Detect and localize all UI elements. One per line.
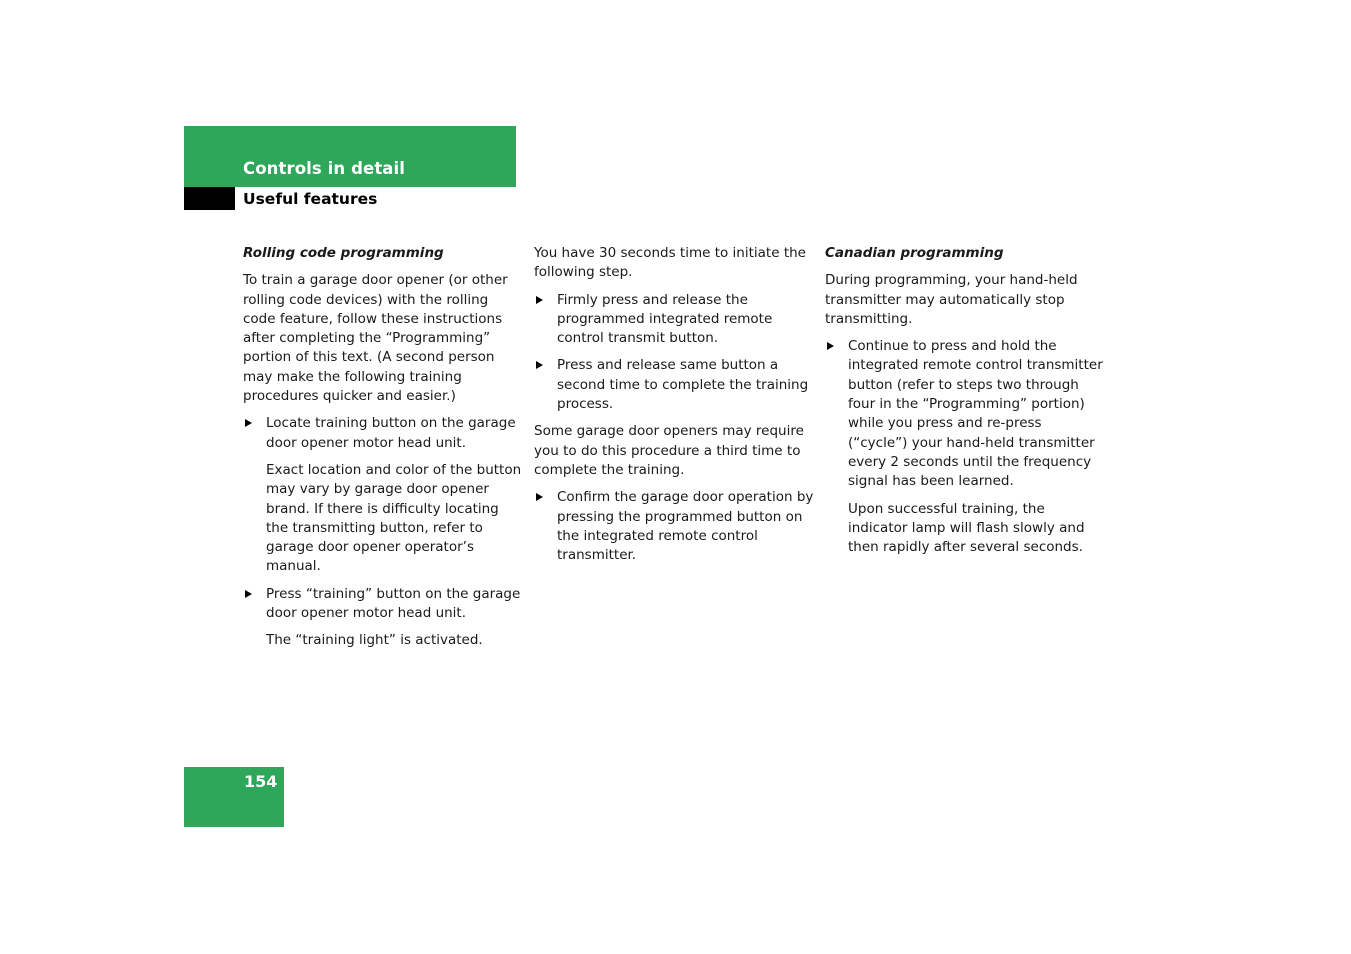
- step-text: Confirm the garage door operation by pressing the programmed button on the integrated remote control transmitter.: [557, 489, 814, 564]
- instruction-step: [534, 488, 814, 565]
- triangle-right-icon: [827, 342, 834, 350]
- step-text: Locate training button on the garage door opener motor head unit.: [266, 415, 516, 451]
- step-note: Exact location and color of the button may vary by garage door opener brand. If there is difficulty locating the transmitting button, refer to garage door opener operator’s manual.: [266, 461, 522, 575]
- paragraph: You have 30 seconds time to initiate the following step.: [534, 245, 806, 281]
- paragraph: To train a garage door opener (or other rolling code devices) with the rolling code feature, follow these instructions after completing the “Programming” portion of this text. (A second person may make the following training procedures quicker and easier.): [243, 272, 508, 405]
- subsection-title: Useful features: [243, 190, 378, 208]
- column-middle: [534, 244, 814, 573]
- triangle-right-icon: [245, 419, 252, 427]
- instruction-step: [534, 356, 814, 414]
- triangle-right-icon: [536, 361, 543, 369]
- instruction-step: [825, 337, 1105, 491]
- section-title: Controls in detail: [243, 159, 406, 178]
- step-note: The “training light” is activated.: [266, 632, 483, 649]
- paragraph: Some garage door openers may require you to do this procedure a third time to complete the training.: [534, 423, 804, 478]
- triangle-right-icon: [536, 493, 543, 501]
- instruction-step: [243, 414, 523, 453]
- step-text: Continue to press and hold the integrated remote control transmitter button (refer to steps two through four in the “Programming” portion) while you press and re-press (“cycle”) your hand-held transmitter every 2 seconds until the frequency signal has been learned.: [848, 338, 1103, 490]
- triangle-right-icon: [536, 296, 543, 304]
- step-note: Upon successful training, the indicator lamp will flash slowly and then rapidly after several seconds.: [848, 500, 1085, 556]
- paragraph: During programming, your hand-held transmitter may automatically stop transmitting.: [825, 272, 1078, 327]
- column-left: [243, 244, 523, 659]
- step-text: Firmly press and release the programmed integrated remote control transmit button.: [557, 291, 773, 347]
- instruction-step: [243, 585, 523, 624]
- subsection-marker: [184, 187, 235, 210]
- triangle-right-icon: [245, 590, 252, 598]
- column-right: [825, 244, 1105, 565]
- page-number: 154: [244, 772, 278, 791]
- section-heading: Canadian programming: [825, 245, 1004, 261]
- instruction-step: [534, 291, 814, 349]
- section-heading: Rolling code programming: [243, 245, 444, 261]
- step-text: Press and release same button a second time to complete the training process.: [557, 357, 809, 413]
- step-text: Press “training” button on the garage door opener motor head unit.: [266, 585, 521, 622]
